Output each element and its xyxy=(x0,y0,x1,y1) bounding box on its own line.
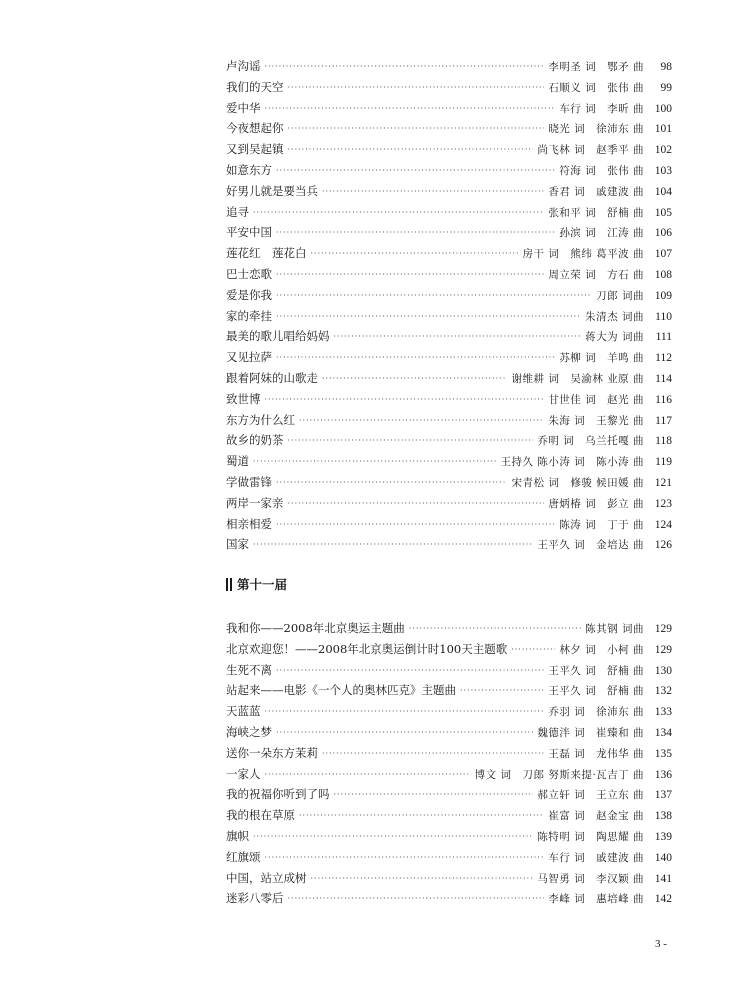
toc-entry xyxy=(226,660,672,681)
entry-credit: 王磊 词 龙伟华 曲 xyxy=(548,747,644,760)
entry-credit: 宋青松 词 修骏 候田媛 曲 xyxy=(511,476,644,489)
toc-entry xyxy=(226,368,672,389)
entry-credit: 朱清杰 词曲 xyxy=(585,310,644,323)
entry-title: 生死不离 xyxy=(226,662,272,677)
dot-leader xyxy=(276,661,544,682)
entry-title: 旗帜 xyxy=(226,828,249,843)
entry-page: 133 xyxy=(654,706,672,719)
toc-entry xyxy=(226,784,672,805)
toc-entry xyxy=(226,826,672,847)
entry-page: 130 xyxy=(654,664,672,677)
entry-page: 138 xyxy=(654,810,672,823)
entry-page: 112 xyxy=(655,352,672,365)
entry-title: 迷彩八零后 xyxy=(226,891,284,906)
entry-title: 送你一朵东方茉莉 xyxy=(226,745,318,760)
toc-entry xyxy=(226,534,672,555)
entry-credit: 尚飞林 词 赵季平 曲 xyxy=(537,144,644,157)
entry-page: 98 xyxy=(660,61,672,73)
entry-credit: 刀郎 词曲 xyxy=(596,289,644,302)
entry-credit: 谢维耕 词 吴渝林 业原 曲 xyxy=(511,372,644,385)
toc-entry xyxy=(226,264,672,285)
entry-credit: 郝立轩 词 王立东 曲 xyxy=(537,789,644,802)
entry-title: 卢沟谣 xyxy=(226,59,261,73)
entry-page: 100 xyxy=(654,102,672,115)
entry-title: 又到吴起镇 xyxy=(226,142,284,157)
entry-title: 学做雷锋 xyxy=(226,474,272,489)
dot-leader xyxy=(276,286,592,307)
entry-credit: 崔富 词 赵金宝 曲 xyxy=(548,810,644,823)
toc-entry xyxy=(226,888,672,909)
entry-credit: 陈涛 词 丁于 曲 xyxy=(559,518,644,531)
entry-title: 我们的天空 xyxy=(226,79,284,94)
entry-title: 致世博 xyxy=(226,391,261,406)
entry-credit: 房干 词 熊纬 葛平波 曲 xyxy=(522,248,644,261)
dot-leader xyxy=(288,78,545,99)
entry-page: 110 xyxy=(655,310,672,323)
dot-leader xyxy=(253,203,544,224)
entry-title: 海峡之梦 xyxy=(226,724,272,739)
dot-leader xyxy=(265,765,471,786)
dot-leader xyxy=(276,473,507,494)
entry-credit: 王平久 词 舒楠 曲 xyxy=(548,685,644,698)
toc-entry xyxy=(226,430,672,451)
toc-entry xyxy=(226,243,672,264)
dot-leader xyxy=(276,348,555,369)
toc-entry xyxy=(226,514,672,535)
entry-page: 119 xyxy=(655,456,672,469)
toc-entry xyxy=(226,764,672,785)
toc-entry xyxy=(226,181,672,202)
section-heading xyxy=(226,575,287,593)
entry-page: 123 xyxy=(654,497,672,510)
toc-entry xyxy=(226,285,672,306)
entry-page: 135 xyxy=(654,747,672,760)
entry-page: 124 xyxy=(654,518,672,531)
entry-credit: 林夕 词 小柯 曲 xyxy=(559,643,644,656)
toc-entry xyxy=(226,639,672,660)
dot-leader xyxy=(460,681,544,702)
dot-leader xyxy=(253,452,496,473)
entry-title: 蜀道 xyxy=(226,454,249,469)
entry-title: 平安中国 xyxy=(226,225,272,240)
entry-credit: 周立荣 词 方石 曲 xyxy=(548,268,644,281)
dot-leader xyxy=(276,161,555,182)
section-title: 第十一届 xyxy=(237,577,288,592)
entry-page: 132 xyxy=(654,685,672,698)
dot-leader xyxy=(253,827,533,848)
entry-credit: 乔羽 词 徐沛东 曲 xyxy=(548,706,644,719)
toc-list xyxy=(226,56,672,555)
entry-title: 巴士恋歌 xyxy=(226,266,272,281)
toc-entry xyxy=(226,493,672,514)
toc-entry xyxy=(226,389,672,410)
dot-leader xyxy=(276,723,533,744)
entry-title: 红旗颂 xyxy=(226,849,261,864)
entry-title: 国家 xyxy=(226,537,249,552)
entry-page: 117 xyxy=(655,414,672,427)
toc-entry xyxy=(226,306,672,327)
toc-entry xyxy=(226,98,672,119)
entry-page: 106 xyxy=(654,227,672,240)
entry-page: 140 xyxy=(654,851,672,864)
entry-title: 最美的歌儿唱给妈妈 xyxy=(226,329,330,344)
toc-entry xyxy=(226,451,672,472)
entry-credit: 李明圣 词 鄂矛 曲 xyxy=(548,61,644,73)
entry-page: 108 xyxy=(654,268,672,281)
entry-title: 故乡的奶茶 xyxy=(226,433,284,448)
dot-leader xyxy=(265,390,545,411)
entry-title: 好男儿就是要当兵 xyxy=(226,183,318,198)
toc-entry xyxy=(226,743,672,764)
dot-leader xyxy=(288,889,545,910)
dot-leader xyxy=(311,244,519,265)
entry-page: 118 xyxy=(655,435,672,448)
dot-leader xyxy=(276,515,555,536)
toc-entry xyxy=(226,139,672,160)
entry-credit: 马智勇 词 李汉颖 曲 xyxy=(537,872,644,885)
entry-page: 136 xyxy=(654,768,672,781)
entry-page: 111 xyxy=(655,331,672,344)
dot-leader xyxy=(288,119,545,140)
entry-title: 相亲相爱 xyxy=(226,516,272,531)
entry-title: 东方为什么红 xyxy=(226,412,295,427)
dot-leader xyxy=(334,327,582,348)
toc-entry xyxy=(226,56,672,77)
entry-credit: 王平久 词 金培达 曲 xyxy=(537,539,644,552)
entry-credit: 博文 词 刀郎 努斯来提·瓦吉丁 曲 xyxy=(474,768,644,781)
entry-page: 101 xyxy=(654,123,672,136)
toc-entry xyxy=(226,222,672,243)
toc-entry xyxy=(226,347,672,368)
toc-entry xyxy=(226,722,672,743)
entry-credit: 蒋大为 词曲 xyxy=(585,331,644,344)
entry-page: 121 xyxy=(654,476,672,489)
dot-leader xyxy=(288,140,534,161)
toc-entry xyxy=(226,701,672,722)
entry-title: 北京欢迎您！——2008年北京奥运倒计时100天主题歌 xyxy=(226,641,508,656)
entry-credit: 符海 词 张伟 曲 xyxy=(559,164,644,177)
dot-leader xyxy=(311,869,534,890)
toc-entry xyxy=(226,618,672,639)
entry-credit: 香君 词 戚建波 曲 xyxy=(548,185,644,198)
toc-entry xyxy=(226,326,672,347)
entry-title: 天蓝蓝 xyxy=(226,704,261,719)
section-marker xyxy=(226,578,228,591)
toc-entry xyxy=(226,202,672,223)
entry-credit: 车行 词 李昕 曲 xyxy=(559,102,644,115)
entry-title: 如意东方 xyxy=(226,162,272,177)
dot-leader xyxy=(253,535,533,556)
toc-entry xyxy=(226,160,672,181)
entry-page: 134 xyxy=(654,726,672,739)
toc-entry xyxy=(226,680,672,701)
toc-entry xyxy=(226,868,672,889)
entry-title: 今夜想起你 xyxy=(226,121,284,136)
entry-title: 我的祝福你听到了吗 xyxy=(226,787,330,802)
toc-entry xyxy=(226,77,672,98)
entry-page: 104 xyxy=(654,185,672,198)
entry-credit: 陈特明 词 陶思耀 曲 xyxy=(537,830,644,843)
entry-page: 103 xyxy=(654,164,672,177)
entry-credit: 朱海 词 王黎光 曲 xyxy=(548,414,644,427)
toc-list xyxy=(226,618,672,909)
entry-page: 142 xyxy=(654,893,672,906)
entry-page: 99 xyxy=(660,81,672,94)
dot-leader xyxy=(276,223,555,244)
entry-title: 莲花红 莲花白 xyxy=(226,246,307,261)
entry-title: 站起来——电影《一个人的奥林匹克》主题曲 xyxy=(226,683,456,698)
entry-credit: 晓光 词 徐沛东 曲 xyxy=(548,123,644,136)
dot-leader xyxy=(265,848,545,869)
entry-page: 105 xyxy=(654,206,672,219)
dot-leader xyxy=(265,57,545,78)
page-number: 3 - xyxy=(655,938,667,950)
entry-page: 114 xyxy=(655,372,672,385)
dot-leader xyxy=(334,785,534,806)
dot-leader xyxy=(322,182,544,203)
entry-page: 102 xyxy=(654,144,672,157)
dot-leader xyxy=(265,702,545,723)
entry-title: 中国，站立成树 xyxy=(226,870,307,885)
entry-page: 129 xyxy=(654,643,672,656)
toc-entry xyxy=(226,410,672,431)
entry-title: 爱中华 xyxy=(226,100,261,115)
entry-title: 我的根在草原 xyxy=(226,808,295,823)
entry-credit: 车行 词 戚建波 曲 xyxy=(548,851,644,864)
entry-credit: 孙滨 词 江涛 曲 xyxy=(559,227,644,240)
entry-credit: 苏柳 词 羊鸣 曲 xyxy=(559,352,644,365)
dot-leader xyxy=(409,619,581,640)
toc-entry xyxy=(226,847,672,868)
entry-title: 家的牵挂 xyxy=(226,308,272,323)
entry-page: 139 xyxy=(654,830,672,843)
toc-entry xyxy=(226,472,672,493)
dot-leader xyxy=(299,806,544,827)
entry-credit: 李峰 词 惠培峰 曲 xyxy=(548,893,644,906)
entry-title: 一家人 xyxy=(226,766,261,781)
entry-credit: 石顺义 词 张伟 曲 xyxy=(548,81,644,94)
entry-page: 116 xyxy=(655,393,672,406)
toc-entry xyxy=(226,805,672,826)
entry-title: 两岸一家亲 xyxy=(226,495,284,510)
section-marker xyxy=(230,578,232,591)
entry-title: 追寻 xyxy=(226,204,249,219)
entry-credit: 乔明 词 乌兰托嘎 曲 xyxy=(537,435,644,448)
entry-title: 我和你——2008年北京奥运主题曲 xyxy=(226,621,405,635)
entry-page: 129 xyxy=(654,623,672,635)
dot-leader xyxy=(276,307,581,328)
dot-leader xyxy=(265,99,556,120)
entry-credit: 王持久 陈小涛 词 陈小涛 曲 xyxy=(500,456,644,469)
entry-page: 137 xyxy=(654,789,672,802)
entry-credit: 张和平 词 舒楠 曲 xyxy=(548,206,644,219)
entry-page: 141 xyxy=(654,872,672,885)
entry-credit: 魏德泮 词 崔臻和 曲 xyxy=(537,726,644,739)
dot-leader xyxy=(322,369,507,390)
entry-credit: 陈其钢 词曲 xyxy=(585,623,644,635)
entry-page: 126 xyxy=(654,539,672,552)
toc-entry xyxy=(226,118,672,139)
dot-leader xyxy=(511,640,555,661)
dot-leader xyxy=(299,411,544,432)
dot-leader xyxy=(288,431,534,452)
entry-page: 109 xyxy=(654,289,672,302)
entry-credit: 唐炳椿 词 彭立 曲 xyxy=(548,497,644,510)
dot-leader xyxy=(322,744,544,765)
entry-page: 107 xyxy=(654,248,672,261)
entry-title: 又见拉萨 xyxy=(226,350,272,365)
entry-title: 爱是你我 xyxy=(226,287,272,302)
entry-title: 跟着阿妹的山歌走 xyxy=(226,370,318,385)
entry-credit: 王平久 词 舒楠 曲 xyxy=(548,664,644,677)
dot-leader xyxy=(288,494,545,515)
entry-credit: 甘世佳 词 赵光 曲 xyxy=(548,393,644,406)
dot-leader xyxy=(276,265,544,286)
